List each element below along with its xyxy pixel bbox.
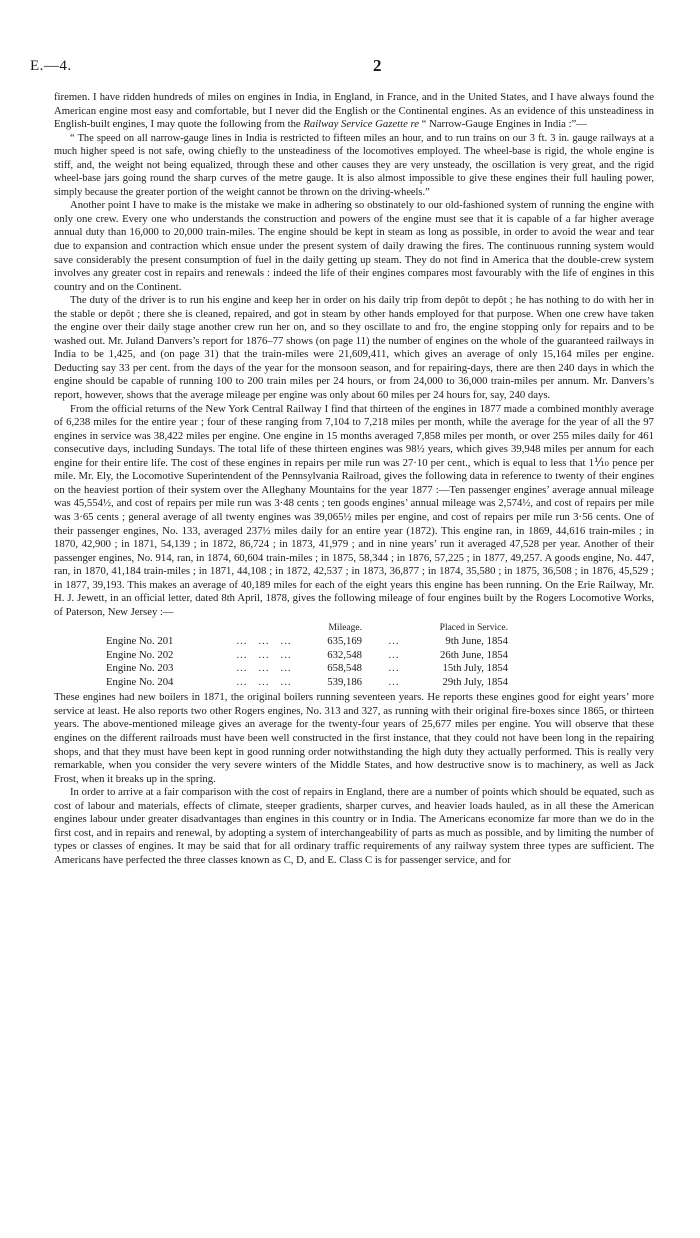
table-header-spacer [376,622,412,635]
table-header-spacer [236,622,292,635]
table-header-mileage: Mileage. [328,623,362,634]
engine-mileage: 635,169 [327,635,362,648]
leader-dots: ... [388,662,400,675]
dots: ... [258,662,270,675]
paragraph-1-tail: “ Narrow-Gauge Engines in India :”— [419,118,587,131]
engine-mileage-table [106,622,508,689]
engine-placed-date: 15th July, 1854 [442,662,508,675]
paragraph-6: In order to arrive at a fair comparison with the cost of repairs in England, there are a number of points which should be equated, such as cost of labour and materials, effects of climate, steeper gradients, sharper curves, and heavier loads hauled, as in all these the American engines labour under greater disadvantages than engines in this country or in India. The Americans economize far more than we do in the first cost, and in repairs and renewal, by adopting a system of interchangeability of parts as much as possible, and by limiting the number of types or classes of engines. It may be said that for all ordinary traffic requirements of any railway system three types are sufficient. The Americans have perfected the three classes known as C, D, and E. Class C is for passenger service, and for [54,786,654,866]
table-row [106,635,508,649]
paragraph-4: From the official returns of the New York Central Railway I find that thirteen of the engines in 1877 made a combined monthly average of 6,238 miles for the entire year ; four of these ranging from 7,104 to 7,218 miles per month, while the average for the year of all the 97 engines in service was 38,422 miles per engine. One engine in 15 months averaged 7,858 miles per month, or over 255 miles daily for 461 consecutive days, including Sundays. The total life of these thirteen engines was 98½ years, which gives 39,948 miles per annum for each engine for their entire life. The cost of these engines in repairs per mile run was 27·10 per cent., which is equal to less that 1⅒ pence per mile. Mr. Ely, the Locomotive Superintendent of the Pennsylvania Railroad, gives the following data in reference to twenty of their engines on the heaviest portion of their system over the Alleghany Mountains for the year 1877 :—Ten passenger engines’ average annual mileage was 45,554½, and cost of repairs per mile run was 3·48 cents ; ten goods engines’ annual mileage was 2,574½, and cost of repairs per mile was 3·65 cents ; general average of all twenty engines was 39,065½ miles per engine, and cost of repairs per mile run 3·56 cents. One of their passenger engines, No. 133, averaged 237½ miles daily for an entire year (1872). This engine ran, in 1869, 44,616 train-miles ; in 1870, 42,900 ; in 1871, 54,139 ; in 1872, 86,724 ; in 1873, 41,979 ; and in nine years’ run it averaged 47,528 per year. Another of their passenger engines, No. 914, ran, in 1874, 60,604 train-miles ; in 1875, 58,344 ; in 1876, 57,225 ; in 1877, 49,257. A goods engine, No. 447, ran, in 1870, 41,184 train-miles ; in 1871, 44,108 ; in 1872, 42,537 ; in 1873, 36,877 ; in 1874, 35,580 ; in 1875, 36,508 ; in 1876, 45,529 ; in 1877, 39,193. This makes an average of 40,189 miles for each of the eight years this engine has been running. On the Erie Railway, Mr. H. J. Jewett, in an official letter, dated 8th April, 1878, gives the following mileage of four engines built by the Rogers Locomotive Works, of Paterson, New Jersey :— [54,402,654,618]
dots: ... [236,635,248,648]
paragraph-3: The duty of the driver is to run his engine and keep her in order on his daily trip from depôt to depôt ; he has nothing to do with her in the stable or depôt ; there she is cleaned, repaired, and got in steam by other hands employed for that purpose. When one crew have taken the engine over their daily stage another crew run her on, and so they oscillate to and fro, the engine stopping only for repairs and to be washed out. Mr. Juland Danvers’s report for 1876–77 shows (on page 11) the number of engines on the whole of the guaranteed railways in India to be 1,425, and (on page 31) that the train-miles were 21,609,411, which gives an average of only 15,164 miles per engine. Deducting say 33 per cent. from the days of the year for the monsoon season, and for repairing-days, there are then 240 days in which the engine should be capable of running 100 to 200 train miles per 24 hours, or from 24,000 to 36,000 train-miles per annum. Mr. Danvers’s report, however, shows that the average mileage per engine was only about 60 miles per 24 hours for, say, 240 days. [54,294,654,402]
engine-mileage: 658,548 [327,662,362,675]
document-reference: E.—4. [30,58,72,74]
table-header-placed: Placed in Service. [439,623,508,634]
page-body [54,91,654,867]
leader-dots: ... [388,648,400,661]
dots: ... [236,648,248,661]
leader-dots [236,649,292,663]
table-row [106,649,508,663]
engine-placed-date: 9th June, 1854 [445,635,508,648]
dots: ... [258,675,270,688]
engine-mileage: 539,186 [327,675,362,688]
paragraph-5: These engines had new boilers in 1871, the original boilers running seventeen years. He reports these engines good for eight years’ more service at least. He also reports two other Rogers engines, No. 313 and 327, as running with their original fire-boxes since 1865, or thirteen years. The above-mentioned mileage gives an average for the twenty-four years of 25,677 miles per engine. You will observe that these engines on the different railroads must have been well constructed in the first instance, that they could not have been long in the repairing shops, and that they must have been kept in good running order notwithstanding the high duty they actually performed. This is really very remarkable, when you consider the very severe winters of the Middle States, and how destructive snow is to machinery, as well as Jack Frost, when it breaks up in the spring. [54,691,654,785]
block-quote: “ The speed on all narrow-gauge lines in India is restricted to fifteen miles an hour, and to run trains on our 3 ft. 3 in. gauge railways at a much higher speed is not safe, owing chiefly to the unsteadiness of the locomotives employed. The wheel-base is rigid, the whole engine is stiff, and, the weight not being equalized, through these and other causes they are very unsteady, the oscillation is very great, and the rigid wheel-base jars going round the sharp curves of the metre gauge. It is also almost impossible to give these engines their full hauling power, simply because the greater portion of the weight cannot be thrown on the driving-wheels.” [54,132,654,198]
leader-dots: ... [388,635,400,648]
engine-name: Engine No. 202 [106,648,174,661]
paragraph-2: Another point I have to make is the mistake we make in adhering so obstinately to our old-fashioned system of running the engine with only one crew. Every one who understands the construction and powers of the engine must see that it is capable of a far higher average annual duty than 16,000 to 20,000 train-miles. The engine should be kept in steam as long as possible, in order to avoid the wear and tear due to expansion and contraction which ensue under the present system of daily drawing the fires. The continuous running system would save considerably the present consumption of fuel in the daily getting up steam. They do not find in America that the double-crew system involves any greater cost in repairs and renewals : indeed the life of their engines compares most favourably with the life of engines in this country and on the Continent. [54,199,654,293]
gazette-title: Railway Service Gazette re [303,118,419,131]
dots: ... [236,662,248,675]
dots: ... [280,635,292,648]
paragraph-1-text: firemen. I have ridden hundreds of miles on engines in India, in England, in France, and in the United States, and I have always found the American engine most easy and comfortable, but I never did the English or the Continental engines. As an evidence of this unsteadiness in English-built engines, I may quote the following from the [54,91,654,131]
table-header-engine [106,622,236,635]
page-number: 2 [373,56,382,75]
paragraph-1 [54,91,654,132]
leader-dots [236,662,292,676]
engine-name: Engine No. 204 [106,675,174,688]
engine-mileage: 632,548 [327,648,362,661]
engine-placed-date: 26th June, 1854 [440,648,508,661]
dots: ... [258,648,270,661]
dots: ... [280,675,292,688]
engine-name: Engine No. 203 [106,662,174,675]
leader-dots [236,676,292,690]
engine-placed-date: 29th July, 1854 [442,675,508,688]
table-row [106,676,508,690]
dots: ... [280,662,292,675]
dots: ... [258,635,270,648]
dots: ... [236,675,248,688]
page-header [30,58,660,80]
leader-dots: ... [388,675,400,688]
table-row [106,662,508,676]
leader-dots [236,635,292,649]
engine-name: Engine No. 201 [106,635,174,648]
table-header-row [106,622,508,635]
dots: ... [280,648,292,661]
